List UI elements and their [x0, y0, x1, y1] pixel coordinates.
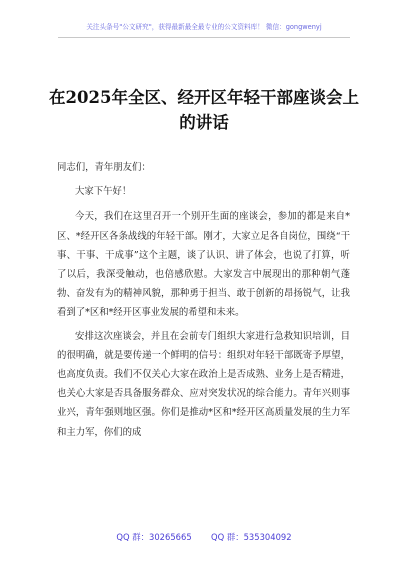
document-body: [57, 158, 350, 446]
footer: [0, 531, 408, 543]
paragraph-2: 安排这次座谈会，并且在会前专门组织大家进行急救知识培训，目的很明确，就是要传递一个鲜明的信号：组织对年轻干部既寄予厚望，也高度负责。我们不仅关心大家在政治上是否成熟、业务上是否精进，也关心大家是否具备服务群众、应对突发状况的综合能力。青年兴则事业兴，青年强则地区强。你们是推动*区和*经开区高质量发展的生力军和主力军，你们的成: [57, 330, 350, 438]
footer-qq-group-2: QQ 群：535304092: [211, 532, 292, 542]
footer-qq-group-1: QQ 群：30265665: [116, 532, 192, 542]
salutation: 同志们，青年朋友们：: [57, 162, 151, 173]
header-divider: [58, 37, 350, 38]
greeting: 大家下午好！: [75, 186, 132, 198]
page-title: [40, 85, 368, 135]
title-line-2: 的讲话: [179, 113, 229, 132]
header-banner: 关注头条号"公文研究"，获得最新最全最专业的公文资料库！ 微信：gongwenyj: [86, 23, 322, 31]
paragraph-1: 今天，我们在这里召开一个别开生面的座谈会，参加的都是来自*区、*经开区各条战线的年轻干部。刚才，大家立足各自岗位，围绕“干事、干事、干成事”这个主题，谈了认识、讲了体会，也说了打算，听了以后，我深受触动，也倍感欣慰。大家发言中展现出的那种朝气蓬勃、奋发有为的精神风貌，那种勇于担当、敢于创新的昂扬锐气，让我看到了*区和*经开区事业发展的希望和未来。: [57, 211, 350, 319]
title-line-1: 在2025年全区、经开区年轻干部座谈会上: [49, 88, 359, 107]
